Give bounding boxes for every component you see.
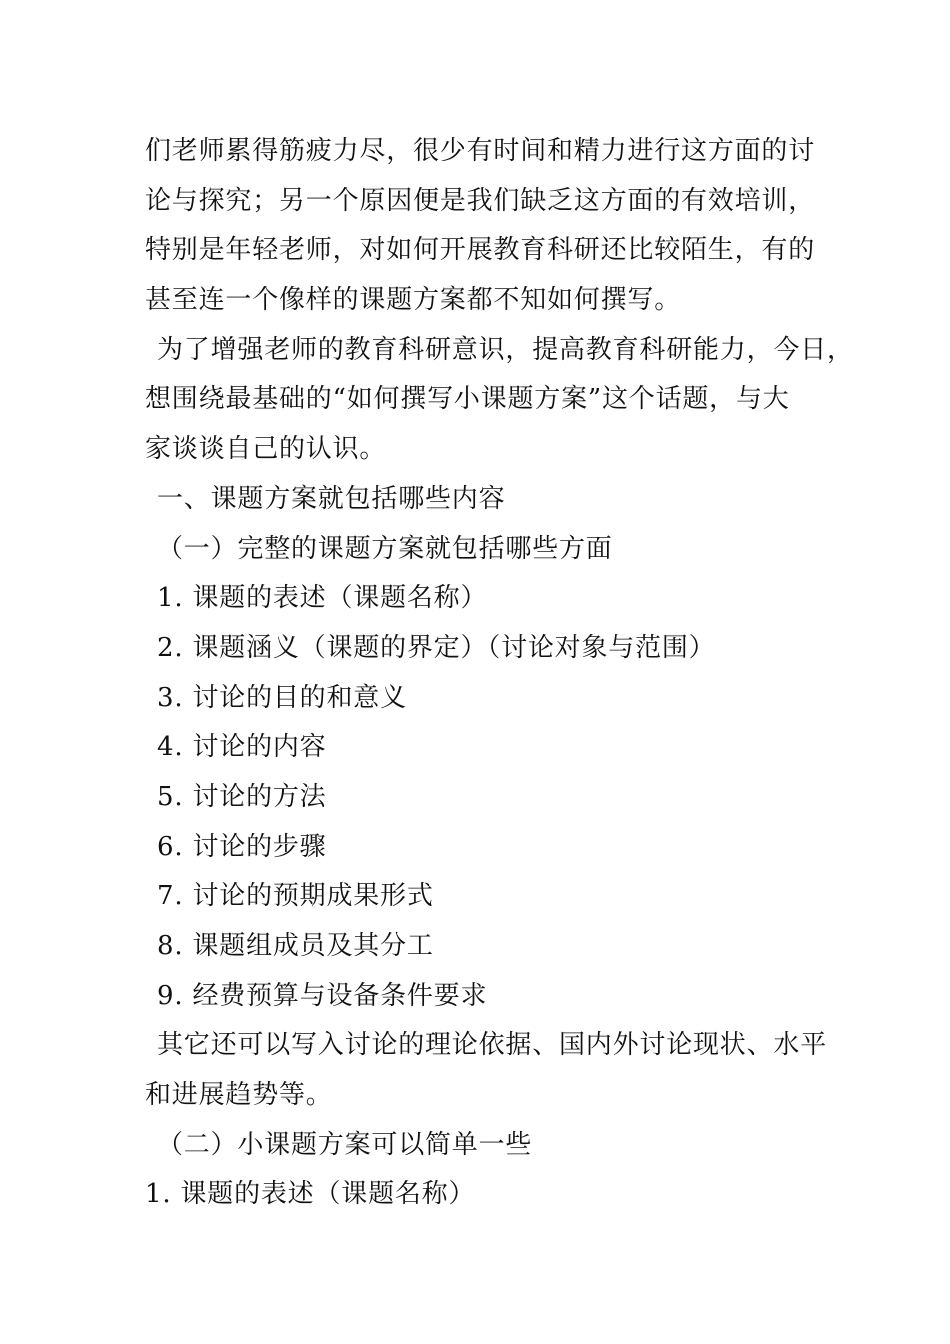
subsection-heading: （一）完整的课题方案就包括哪些方面	[157, 533, 613, 564]
paragraph-line: 们老师累得筋疲力尽，很少有时间和精力进行这方面的讨	[145, 136, 816, 166]
section-heading: 一、课题方案就包括哪些内容	[157, 483, 506, 514]
list-item: 6. 讨论的步骤	[157, 831, 327, 862]
list-item: 2. 课题涵义（课题的界定）（讨论对象与范围）	[157, 632, 716, 663]
paragraph-line: 家谈谈自己的认识。	[145, 434, 387, 465]
paragraph-line: 特别是年轻老师，对如何开展教育科研还比较陌生，有的	[145, 235, 816, 266]
list-item: 1. 课题的表述（课题名称）	[157, 583, 488, 614]
paragraph-line: 其它还可以写入讨论的理论依据、国内外讨论现状、水平	[157, 1030, 828, 1061]
list-item: 8. 课题组成员及其分工	[157, 931, 434, 961]
list-item: 9. 经费预算与设备条件要求	[157, 980, 488, 1011]
list-item: 1. 课题的表述（课题名称）	[145, 1179, 476, 1210]
paragraph-line: 甚至连一个像样的课题方案都不知如何撰写。	[145, 285, 682, 316]
subsection-heading: （二）小课题方案可以简单一些	[157, 1129, 533, 1160]
paragraph-line: 论与探究；另一个原因便是我们缺乏这方面的有效培训，	[145, 185, 816, 216]
paragraph-line: 想围绕最基础的“如何撰写小课题方案”这个话题，与大	[145, 384, 790, 415]
list-item: 7. 讨论的预期成果形式	[157, 881, 434, 912]
paragraph-line: 和进展趋势等。	[145, 1080, 333, 1111]
list-item: 3. 讨论的目的和意义	[157, 682, 407, 713]
document-body	[145, 127, 854, 1220]
paragraph-line: 为了增强老师的教育科研意识，提高教育科研能力，今日，	[157, 334, 854, 365]
list-item: 5. 讨论的方法	[157, 781, 327, 812]
list-item: 4. 讨论的内容	[157, 732, 327, 763]
